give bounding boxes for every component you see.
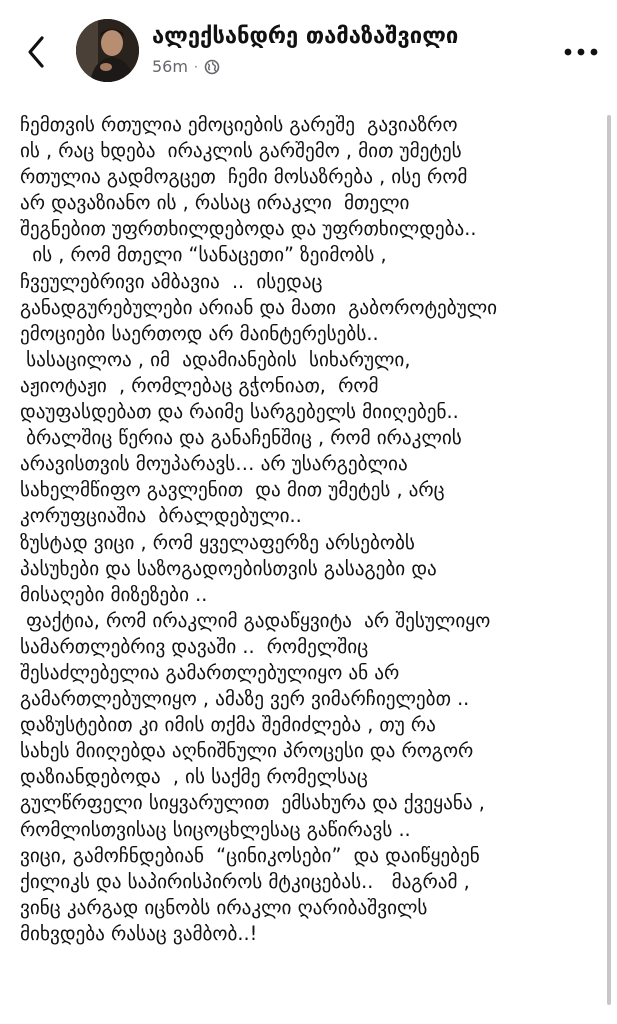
more-horizontal-icon [562,42,600,62]
post-text-line: ზუსტად ვიცი , რომ ყველაფერზე არსებობს [20,530,415,554]
post-text-line: მიხვდება რასაც ვამბობ..! [20,921,258,945]
meta-separator: · [193,59,198,74]
post-text-line: რთულია გადმოგცეთ ჩემი მოსაზრება , ისე რომ [20,165,468,189]
post-text-line: ჩემთვის რთულია ემოციების გარეშე გავიაზრო [20,113,458,136]
post-text-line: შეგნებით უფრთხილდებოდა და უფრთხილდება.. [20,217,477,241]
post-text-line: აჟიოტაჟი , რომლებაც გჭონიათ, რომ [20,373,379,397]
post-text-line: შესაძლებელია გამართლებულიყო ან არ [20,660,400,684]
globe-icon [204,59,220,75]
post-header [0,0,617,96]
post-text-line: ქილიკს და საპირისპიროს მტკიცებას.. მაგრამ , [20,869,470,893]
post-text-line: დაზუსტებით კი იმის თქმა შემიძლება , თუ რა [20,713,436,737]
scrollbar[interactable] [607,115,611,1005]
post-text-line: გამართლებულიყო , ამაზე ვერ ვიმარჩიელებთ .. [20,687,470,711]
post-text-line: დაუფასდებათ და რაიმე სარგებელს მიიღებენ.. [20,400,459,424]
post-text-line: ბრალშიც წერია და განაჩენშიც , რომ ირაკლის [20,426,462,450]
post-text-line: მისაღები მიზეზები .. [20,582,208,606]
avatar-image [76,19,139,82]
post-text-line: გულწრფელი სიყვარულით ემსახურა და ქვეყანა , [20,791,485,815]
post-text-line: ემოციები საერთოდ არ მაინტერესებს.. [20,321,379,345]
post-meta [152,57,220,76]
avatar[interactable] [76,19,139,82]
back-button[interactable] [22,32,52,72]
post-text-line: სამართლებრივ დავაში .. რომელშიც [20,634,369,658]
post-text-line: ის , რაც ხდება ირაკლის გარშემო , მით უმეტეს [20,139,462,163]
author-name[interactable]: ალექსანდრე თამაზაშვილი [152,24,459,49]
post-text-line: სასაცილოა , იმ ადამიანების სიხარული, [20,347,411,371]
post-text-line: კორუფციაშია ბრალდებული.. [20,504,302,528]
post-text-line: ვინც კარგად იცნობს ირაკლი ღარიბაშვილს [20,895,428,919]
post-text-line: არავისთვის მოუპარავს… არ უსარგებლია [20,452,408,476]
post-timestamp[interactable]: 56m [152,57,188,76]
post-text-line: არ დავაზიანო ის , რასაც ირაკლი მთელი [20,191,410,215]
post-text-line: დაზიანდებოდა , ის საქმე რომელსაც [20,765,368,789]
post-text-line: რომლისთვისაც სიცოცხლესაც გაწირავს .. [20,817,411,841]
post-text-line: ფაქტია, რომ ირაკლიმ გადაწყვიტა არ შესულიყო [20,608,491,632]
more-options-button[interactable] [562,42,600,62]
post-text-line: ის , რომ მთელი “სანაცეთი” ზეიმობს , [20,243,387,267]
post-text-line: პასუხები და საზოგადოებისთვის გასაგები და [20,556,437,580]
post-text-line: ვიცი, გამოჩნდებიან “ცინიკოსები” და დაიწყებენ [20,843,480,867]
post-text-line: სახეს მიიღებდა აღნიშნული პროცესი და როგორ [20,739,474,763]
post-text-line: განადგურებულები არიან და მათი გაბოროტებული [20,295,498,319]
post-text [20,112,608,947]
post-text-line: სახელმწიფო გავლენით და მით უმეტეს , არც [20,478,445,502]
chevron-left-icon [22,32,52,72]
post-text-line: ჩვეულებრივი ამბავია .. ისედაც [20,269,323,293]
